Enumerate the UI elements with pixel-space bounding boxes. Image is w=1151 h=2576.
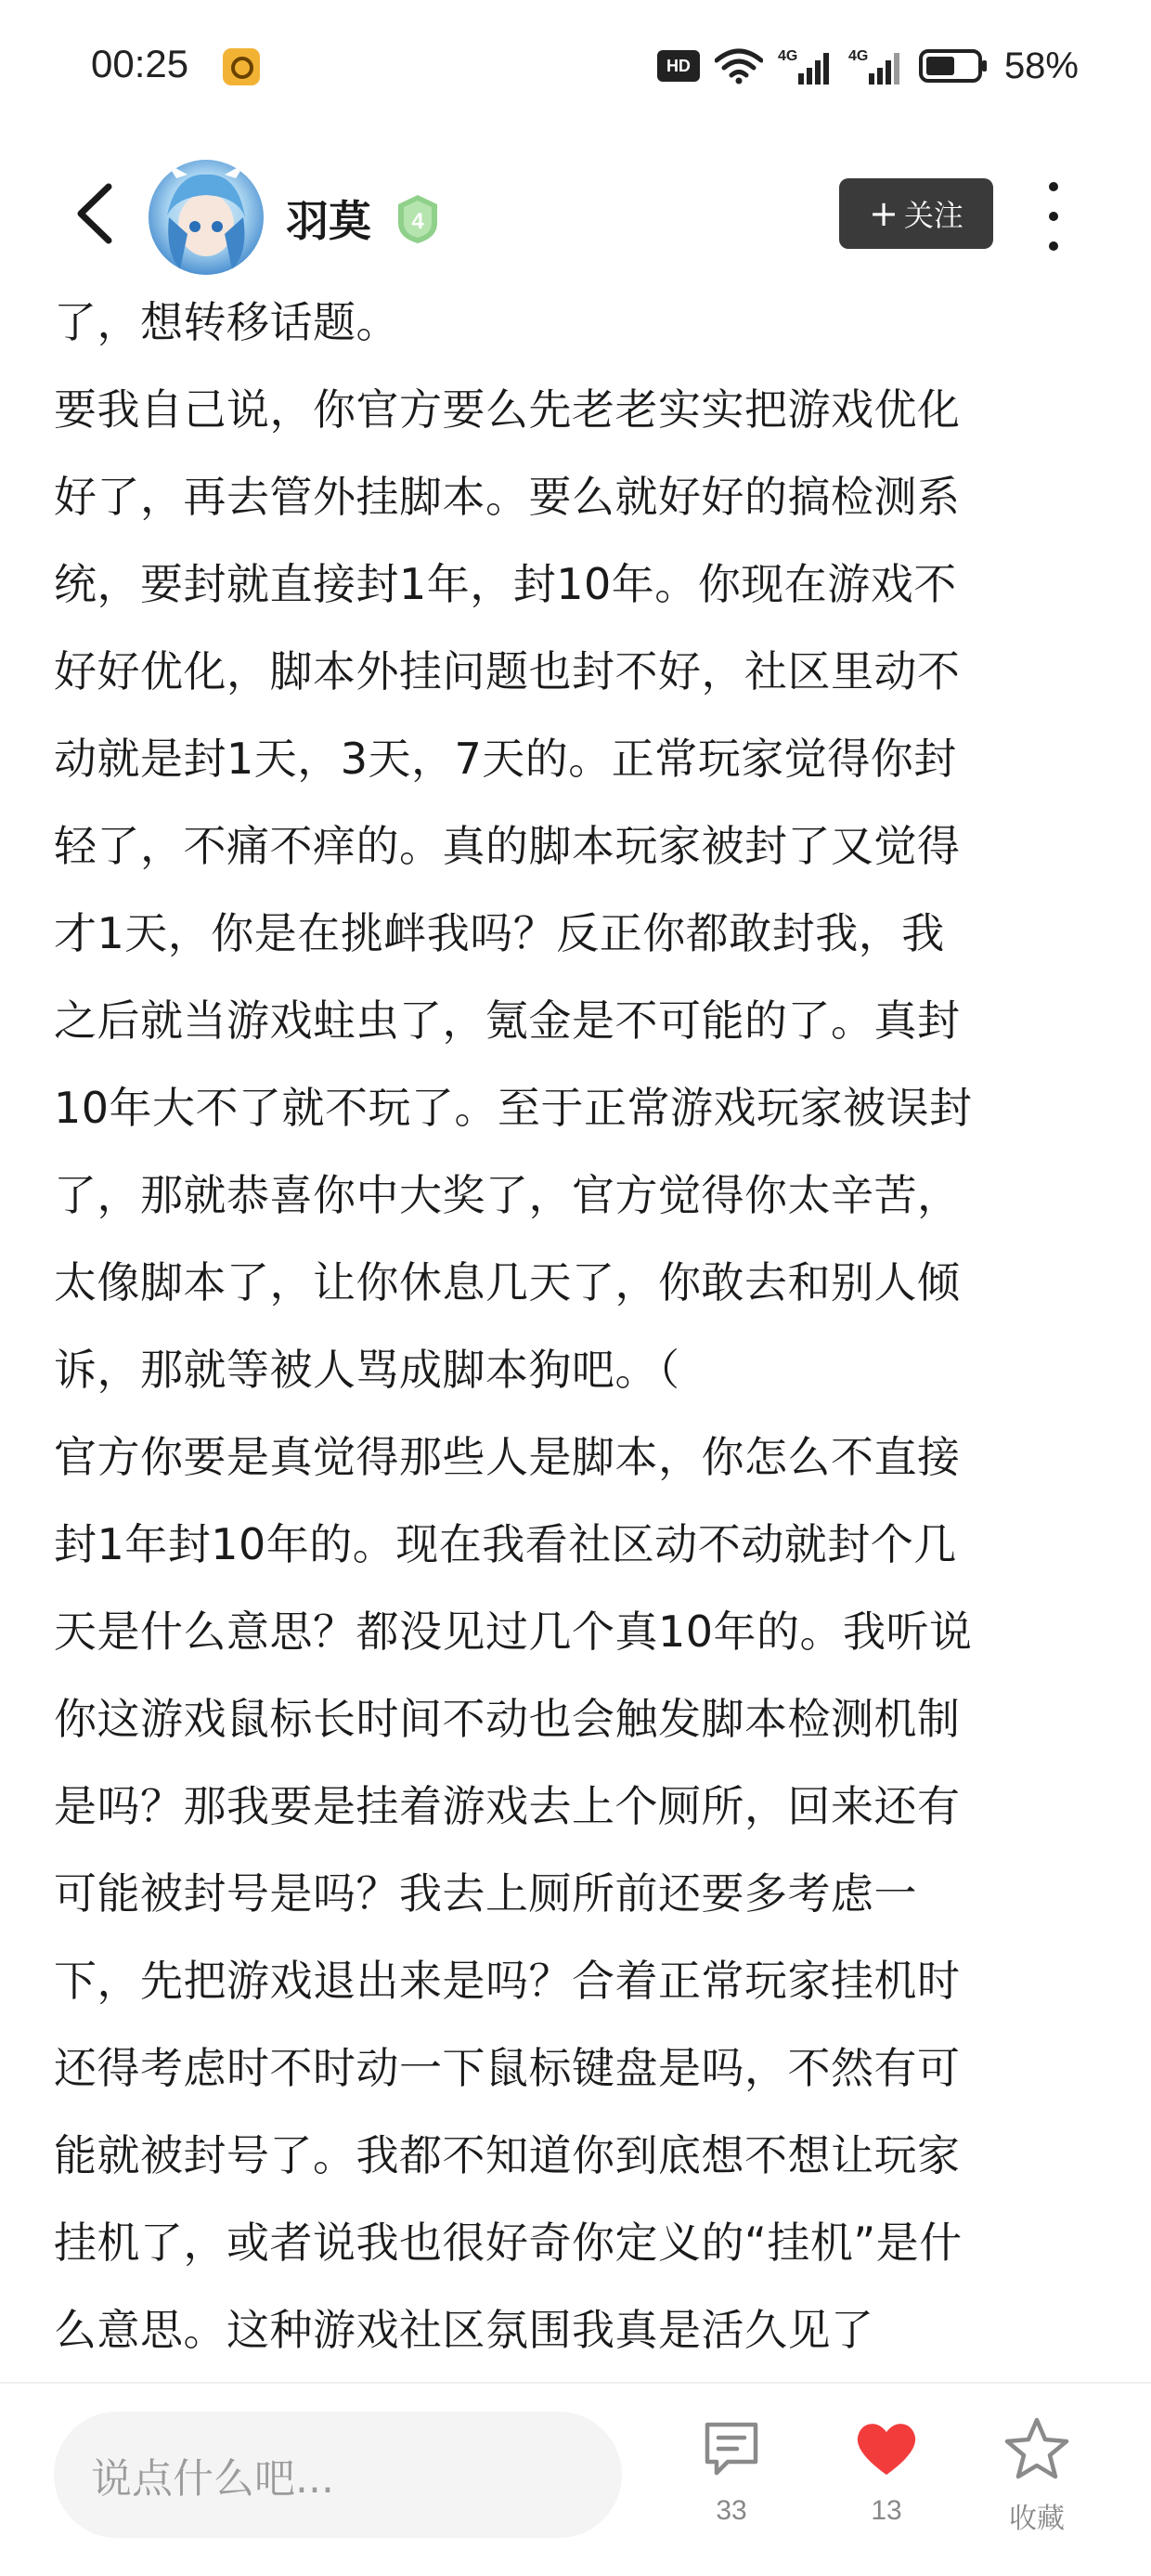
post-text-line: 10年大不了就不玩了。至于正常游戏玩家被误封 bbox=[54, 1083, 973, 1133]
svg-text:4G: 4G bbox=[847, 48, 869, 64]
comments-button[interactable] bbox=[671, 2415, 792, 2527]
post-text-line: 官方你要是真觉得那些人是脚本，你怎么不直接 bbox=[54, 1432, 961, 1482]
signal-4g-icon bbox=[848, 46, 904, 86]
post-text-line: 能就被封号了。我都不知道你到底想不想让玩家 bbox=[54, 2130, 961, 2180]
post-text-line: 还得考虑时不时动一下鼠标键盘是吗，不然有可 bbox=[54, 2043, 961, 2093]
more-dot-icon bbox=[1049, 182, 1058, 191]
back-button[interactable] bbox=[58, 176, 132, 251]
post-text-line: 太像脚本了，让你休息几天了，你敢去和别人倾 bbox=[54, 1257, 961, 1308]
level-shield-icon bbox=[394, 193, 441, 245]
likes-count: 13 bbox=[871, 2495, 902, 2526]
star-icon bbox=[1003, 2415, 1070, 2482]
plus-icon: + bbox=[869, 193, 899, 234]
comment-icon bbox=[698, 2415, 765, 2482]
post-content bbox=[54, 279, 1099, 2370]
post-text-line: 好了，再去管外挂脚本。要么就好好的搞检测系 bbox=[54, 472, 961, 522]
post-text-line: 可能被封号是吗？我去上厕所前还要多考虑一 bbox=[54, 1868, 917, 1919]
status-indicators bbox=[657, 43, 1079, 89]
follow-label: 关注 bbox=[903, 198, 963, 233]
status-bar bbox=[0, 0, 1151, 139]
status-time: 00:25 bbox=[91, 42, 189, 85]
post-text-line: 轻了，不痛不痒的。真的脚本玩家被封了又觉得 bbox=[54, 821, 961, 871]
bottom-action-bar bbox=[0, 2382, 1151, 2576]
level-number: 4 bbox=[411, 209, 424, 234]
post-text-line: 好好优化，脚本外挂问题也封不好，社区里动不 bbox=[54, 646, 961, 696]
post-text-line: 统，要封就直接封1年，封10年。你现在游戏不 bbox=[54, 559, 957, 609]
hd-icon: HD bbox=[657, 50, 700, 82]
username[interactable]: 羽莫 bbox=[286, 196, 371, 246]
like-button[interactable] bbox=[826, 2415, 947, 2527]
more-dot-icon bbox=[1049, 212, 1058, 221]
signal-4g-icon bbox=[778, 46, 834, 86]
more-dot-icon bbox=[1049, 241, 1058, 251]
post-text-line: 动就是封1天，3天，7天的。正常玩家觉得你封 bbox=[54, 734, 957, 784]
post-text-line: 挂机了，或者说我也很好奇你定义的“挂机”是什 bbox=[54, 2218, 963, 2268]
avatar-illustration bbox=[149, 160, 264, 275]
post-text-line: 了，想转移话题。 bbox=[54, 297, 399, 347]
battery-percent: 58% bbox=[1003, 45, 1079, 86]
app-notification-icon bbox=[223, 48, 260, 85]
battery-icon bbox=[919, 48, 989, 84]
level-badge bbox=[394, 193, 441, 245]
post-text-line: 天是什么意思？都没见过几个真10年的。我听说 bbox=[54, 1607, 973, 1657]
comments-count: 33 bbox=[716, 2495, 747, 2526]
post-text-line: 你这游戏鼠标长时间不动也会触发脚本检测机制 bbox=[54, 1694, 961, 1744]
post-text-line: 了，那就恭喜你中大奖了，官方觉得你太辛苦， bbox=[54, 1170, 961, 1220]
post-text-line: 之后就当游戏蛀虫了，氪金是不可能的了。真封 bbox=[54, 995, 961, 1046]
favorite-label: 收藏 bbox=[1009, 2504, 1065, 2534]
wifi-icon bbox=[715, 47, 763, 85]
avatar[interactable] bbox=[149, 160, 264, 275]
more-options-button[interactable] bbox=[1030, 182, 1077, 251]
comment-input[interactable] bbox=[54, 2412, 622, 2538]
post-header bbox=[0, 139, 1151, 288]
favorite-button[interactable] bbox=[976, 2415, 1097, 2536]
post-text-line: 是吗？那我要是挂着游戏去上个厕所，回来还有 bbox=[54, 1781, 961, 1831]
post-text-line: 才1天，你是在挑衅我吗？反正你都敢封我，我 bbox=[54, 908, 945, 958]
post-text-line: 么意思。这种游戏社区氛围我真是活久见了 bbox=[54, 2305, 874, 2355]
post-text-line: 要我自己说，你官方要么先老老实实把游戏优化 bbox=[54, 384, 961, 435]
follow-button[interactable] bbox=[839, 178, 993, 249]
comment-placeholder: 说点什么吧... bbox=[91, 2455, 334, 2503]
svg-text:4G: 4G bbox=[777, 48, 798, 64]
chevron-left-icon bbox=[71, 181, 118, 246]
post-text-line: 诉，那就等被人骂成脚本狗吧。（ bbox=[54, 1345, 680, 1395]
post-text-line: 封1年封10年的。现在我看社区动不动就封个几 bbox=[54, 1519, 957, 1569]
post-text-line: 下，先把游戏退出来是吗？合着正常玩家挂机时 bbox=[54, 1956, 961, 2006]
heart-icon bbox=[853, 2415, 920, 2482]
